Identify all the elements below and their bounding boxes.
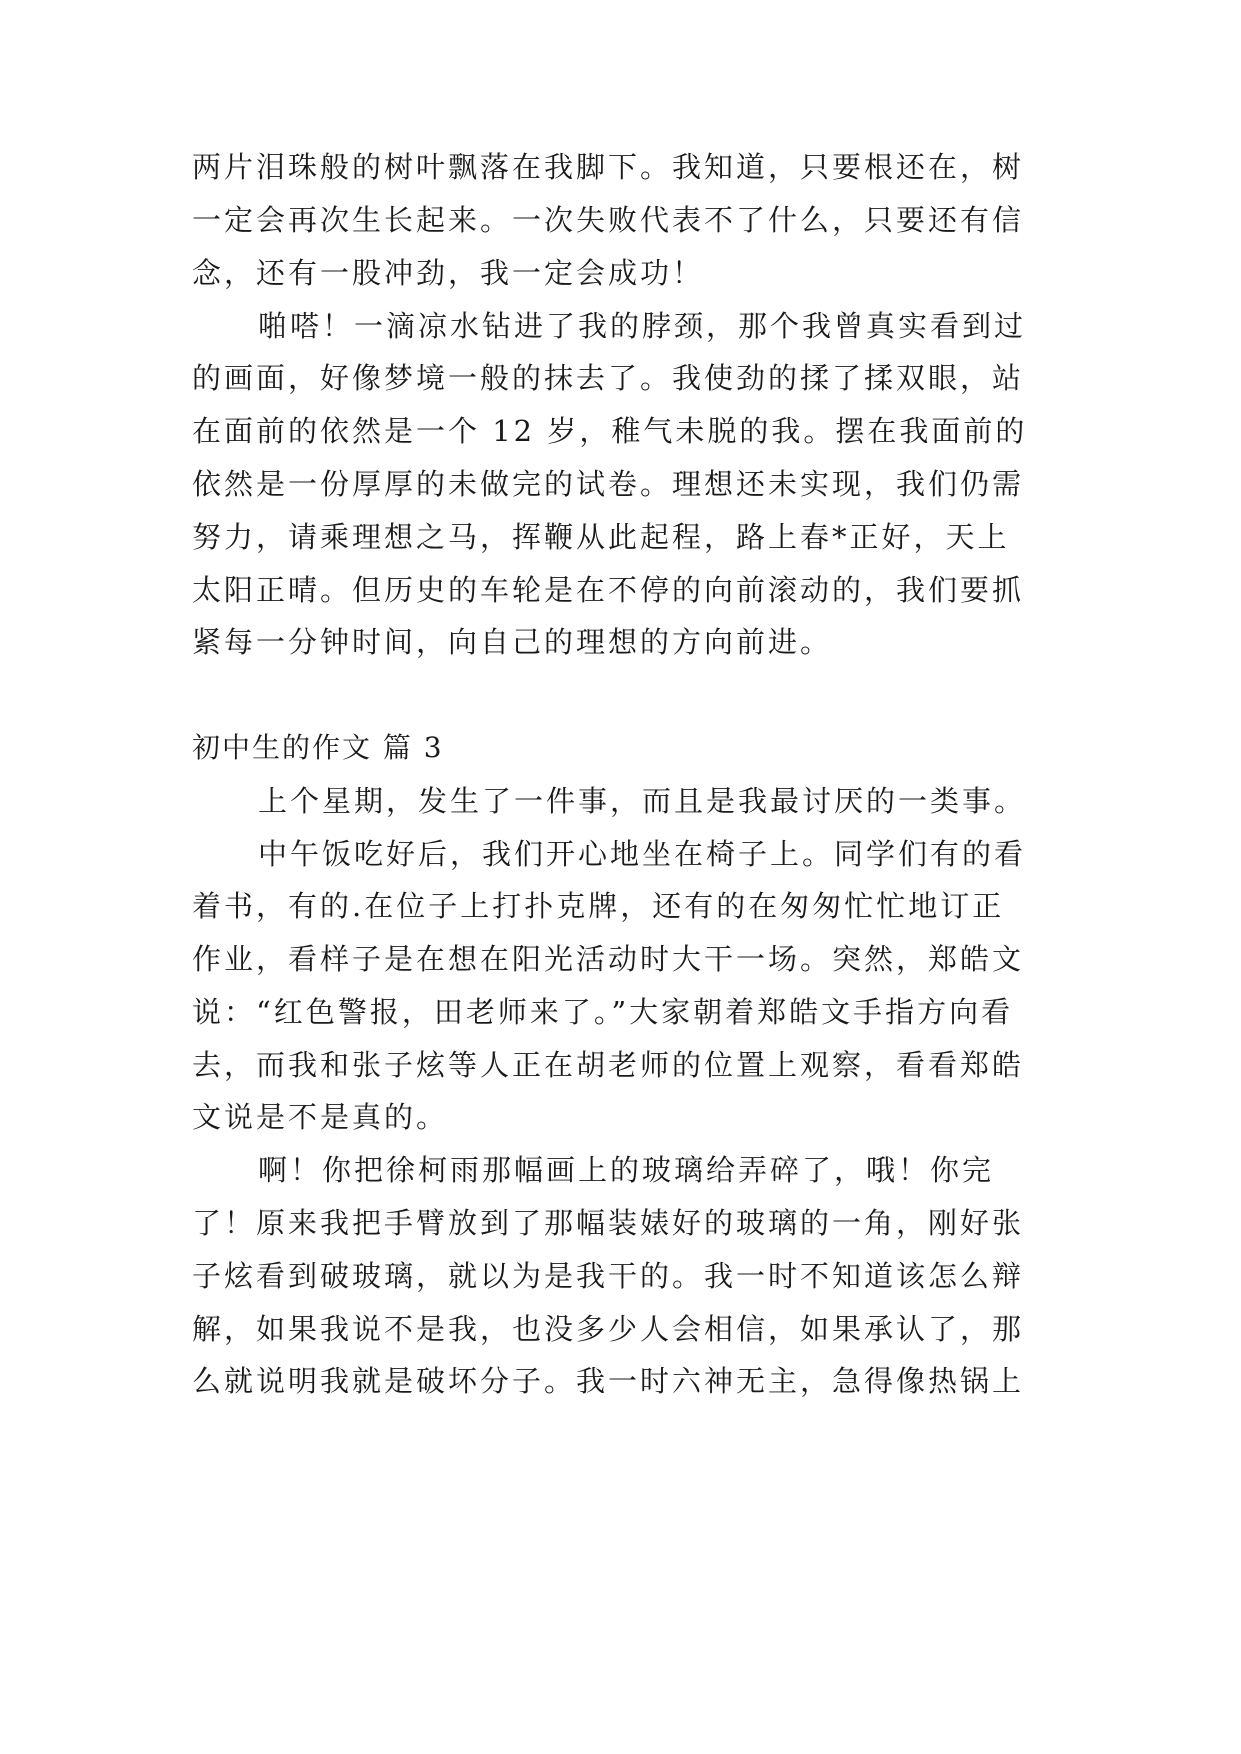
text-line: 去，而我和张子炫等人正在胡老师的位置上观察，看看郑皓 (192, 1048, 1025, 1082)
text-line: 在面前的依然是一个 12 岁，稚气未脱的我。摆在我面前的 (192, 414, 1028, 448)
text-line: 念，还有一股冲劲，我一定会成功！ (192, 256, 705, 290)
text-line: 作业，看样子是在想在阳光活动时大干一场。突然，郑皓文 (192, 942, 1025, 976)
section-heading: 初中生的作文 篇 3 (192, 731, 444, 764)
text-line: 努力，请乘理想之马，挥鞭从此起程，路上春*正好，天上 (192, 520, 1010, 554)
text-line: 两片泪珠般的树叶飘落在我脚下。我知道，只要根还在，树 (192, 150, 1025, 184)
text-line: 紧每一分钟时间，向自己的理想的方向前进。 (192, 625, 833, 659)
text-line: 太阳正晴。但历史的车轮是在不停的向前滚动的，我们要抓 (192, 573, 1025, 607)
text-line: 子炫看到破玻璃，就以为是我干的。我一时不知道该怎么辩 (192, 1259, 1025, 1293)
text-line: 着书，有的.在位子上打扑克牌，还有的在匆匆忙忙地订正 (192, 889, 1005, 923)
text-line: 了！原来我把手臂放到了那幅装婊好的玻璃的一角，刚好张 (192, 1206, 1025, 1240)
text-line: 文说是不是真的。 (192, 1100, 449, 1134)
text-line: 解，如果我说不是我，也没多少人会相信，如果承认了，那 (192, 1312, 1025, 1346)
text-line: 么就说明我就是破坏分子。我一时六神无主，急得像热锅上 (192, 1364, 1025, 1398)
text-line: 啊！你把徐柯雨那幅画上的玻璃给弄碎了，哦！你完 (258, 1153, 995, 1187)
text-line: 一定会再次生长起来。一次失败代表不了什么，只要还有信 (192, 203, 1025, 237)
text-line: 啪嗒！一滴凉水钻进了我的脖颈，那个我曾真实看到过 (258, 309, 1027, 343)
text-line: 中午饭吃好后，我们开心地坐在椅子上。同学们有的看 (258, 837, 1027, 871)
text-line: 的画面，好像梦境一般的抹去了。我使劲的揉了揉双眼，站 (192, 361, 1025, 395)
text-line: 依然是一份厚厚的未做完的试卷。理想还未实现，我们仍需 (192, 467, 1025, 501)
text-line: 说：“红色警报，田老师来了。”大家朝着郑皓文手指方向看 (192, 995, 1014, 1029)
text-line: 上个星期，发生了一件事，而且是我最讨厌的一类事。 (258, 784, 1027, 818)
